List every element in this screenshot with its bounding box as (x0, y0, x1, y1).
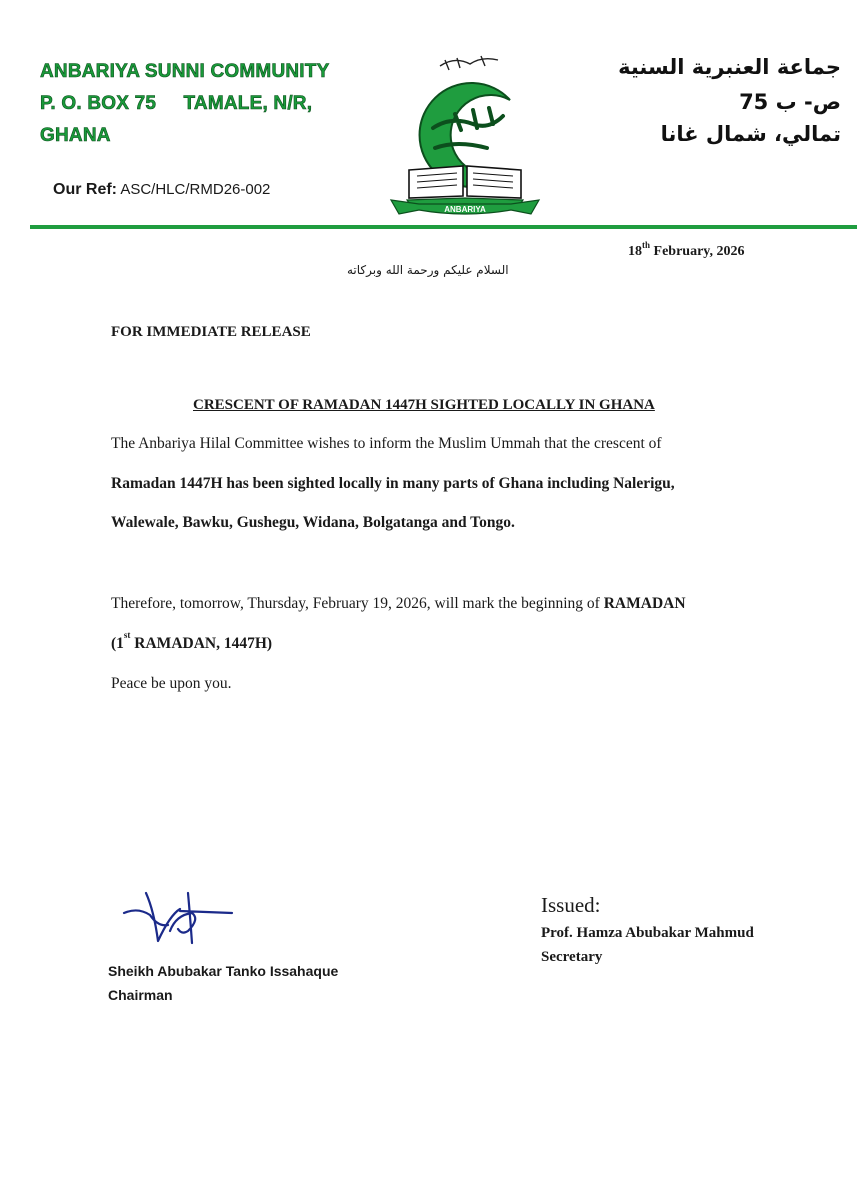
ref-value: ASC/HLC/RMD26-002 (120, 181, 271, 198)
chairman-signature (118, 885, 238, 955)
secretary-name: Prof. Hamza Abubakar Mahmud (541, 925, 754, 941)
para1-line3: Walewale, Bawku, Gushegu, Widana, Bolgatanga and Tongo. (111, 514, 515, 531)
po-box-ar: ص- ب 75 (739, 90, 841, 114)
date-day: 18 (628, 244, 642, 259)
reference (53, 181, 270, 199)
chairman-name: Sheikh Abubakar Tanko Issahaque (108, 963, 339, 979)
chairman-title: Chairman (108, 986, 173, 1003)
greeting-ar: السلام عليكم ورحمة الله وبركاته (347, 263, 509, 277)
para2-text: Therefore, tomorrow, Thursday, February 19, 2026, will mark the beginning of (111, 595, 600, 612)
chairman-block (108, 960, 338, 1008)
secretary-block (541, 921, 754, 969)
para2-line2 (111, 632, 272, 657)
ramadan-date-sup: st (123, 630, 131, 640)
para2-line1 (111, 592, 686, 617)
ref-label: Our Ref: (53, 181, 117, 198)
headline: CRESCENT OF RAMADAN 1447H SIGHTED LOCALLY IN GHANA (193, 397, 655, 413)
para1-line1: The Anbariya Hilal Committee wishes to inform the Muslim Ummah that the crescent of (111, 435, 662, 452)
org-address: P. O. BOX 75 TAMALE, N/R, (40, 93, 313, 114)
ramadan-date-b: RAMADAN, 1447H) (130, 635, 273, 652)
closing-line: Peace be upon you. (111, 675, 232, 692)
org-name-en: ANBARIYA SUNNI COMMUNITY (40, 61, 330, 82)
location-ar: تمالي، شمال غانا (660, 122, 841, 146)
issued-label: Issued: (541, 893, 601, 917)
para2-bold: RAMADAN (603, 595, 686, 612)
logo-banner-text: ANBARIYA (444, 205, 486, 214)
para1-line2: Ramadan 1447H has been sighted locally in many parts of Ghana including Nalerigu, (111, 475, 675, 492)
letter-date (628, 240, 745, 260)
org-name-ar: جماعة العنبرية السنية (618, 55, 841, 79)
header-divider (30, 225, 857, 229)
date-suffix: th (642, 240, 651, 250)
secretary-title: Secretary (541, 949, 603, 965)
ramadan-date-a: (1 (111, 635, 124, 652)
calligraphy-mark (440, 56, 498, 70)
anbariya-logo (385, 48, 545, 218)
date-rest: February, 2026 (650, 244, 745, 259)
release-label: FOR IMMEDIATE RELEASE (111, 324, 311, 340)
org-country: GHANA (40, 125, 111, 146)
